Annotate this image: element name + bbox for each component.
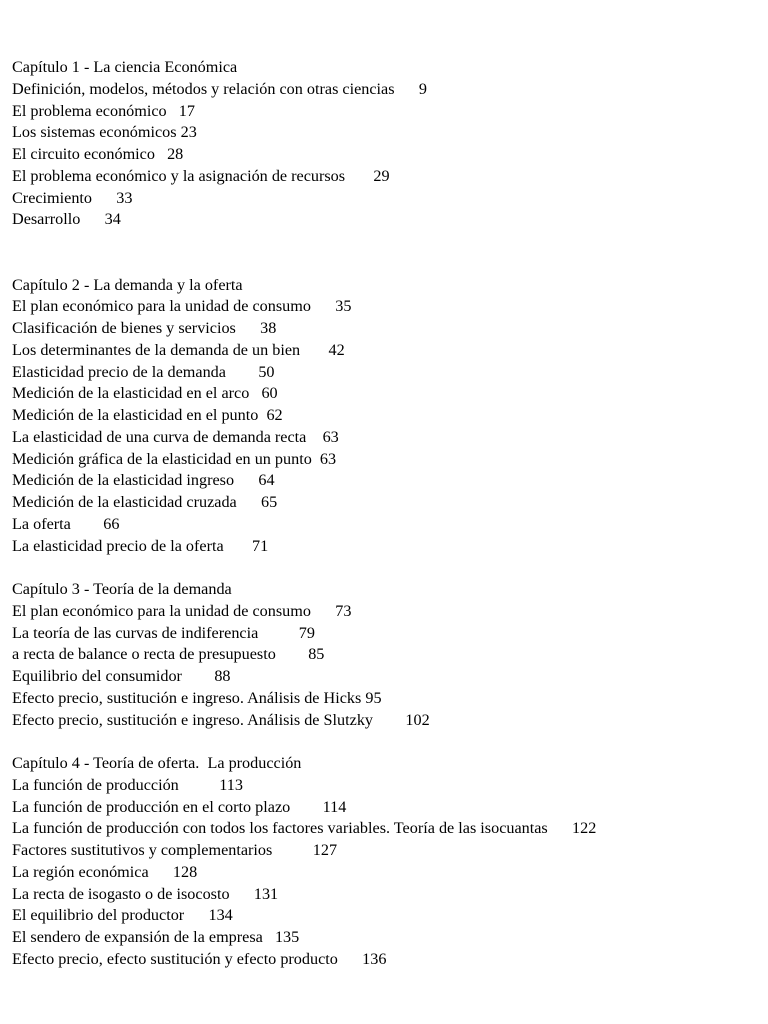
entry-page-number: 64 (258, 471, 275, 490)
entry-page-number: 127 (312, 841, 338, 859)
toc-entry (12, 775, 752, 797)
entry-title: El circuito económico (12, 145, 155, 163)
toc-entry (12, 949, 752, 971)
chapter-heading: Capítulo 1 - La ciencia Económica (12, 58, 238, 76)
entry-title: Desarrollo (12, 210, 81, 229)
toc-entry (12, 905, 752, 927)
entry-page-number: 63 (322, 427, 339, 446)
toc-entry (12, 188, 752, 210)
entry-page-number: 66 (103, 514, 120, 533)
chapter-2-section (12, 275, 752, 558)
chapter-heading: Capítulo 4 - Teoría de oferta. La producción (12, 754, 302, 772)
entry-title: El sendero de expansión de la empresa (12, 928, 263, 946)
toc-entry (12, 840, 752, 862)
toc-entry (12, 209, 752, 231)
toc-entry (12, 710, 752, 732)
toc-entry (12, 296, 752, 318)
entry-page-number: 128 (172, 862, 198, 881)
chapter-1-section (12, 57, 752, 231)
section-spacer (12, 231, 752, 275)
entry-page-number: 136 (362, 949, 387, 968)
entry-page-number: 73 (335, 601, 352, 620)
toc-entry (12, 318, 752, 340)
entry-page-number: 28 (167, 145, 184, 163)
toc-entry (12, 666, 752, 688)
entry-page-number: 62 (266, 406, 283, 424)
toc-entry (12, 405, 752, 427)
entry-title: El plan económico para la unidad de consumo (12, 601, 311, 620)
entry-title: Clasificación de bienes y servicios (12, 319, 236, 337)
entry-page-number: 134 (208, 906, 233, 925)
entry-title: La función de producción (12, 775, 179, 794)
entry-page-number: 65 (261, 493, 278, 511)
entry-title: Medición de la elasticidad cruzada (12, 493, 237, 511)
toc-entry (12, 362, 752, 384)
entry-title: Medición de la elasticidad en el punto (12, 406, 259, 424)
toc-entry (12, 144, 752, 166)
entry-page-number: 71 (252, 536, 269, 555)
entry-page-number: 17 (178, 101, 195, 120)
entry-title: El plan económico para la unidad de consumo (12, 297, 311, 316)
entry-page-number: 113 (219, 775, 243, 794)
entry-page-number: 88 (214, 667, 231, 685)
entry-title: Los determinantes de la demanda de un bien (12, 340, 301, 359)
entry-title: La elasticidad precio de la oferta (12, 536, 224, 555)
entry-page-number: 23 (180, 123, 197, 142)
toc-entry (12, 623, 752, 645)
toc-entry (12, 514, 752, 536)
entry-title: La elasticidad de una curva de demanda recta (12, 427, 307, 446)
entry-title: La región económica (12, 862, 149, 881)
entry-page-number: 29 (373, 166, 390, 185)
toc-entry (12, 862, 752, 884)
entry-title: Equilibrio del consumidor (12, 667, 182, 685)
entry-title: El equilibrio del productor (12, 906, 185, 925)
toc-entry (12, 492, 752, 514)
chapter-heading: Capítulo 3 - Teoría de la demanda (12, 580, 232, 598)
toc-entry (12, 427, 752, 449)
chapter-heading: Capítulo 2 - La demanda y la oferta (12, 275, 243, 294)
entry-page-number: 35 (335, 297, 352, 316)
entry-page-number: 38 (260, 319, 277, 337)
chapter-4-section (12, 753, 752, 971)
entry-title: El problema económico (12, 101, 167, 120)
entry-title: Efecto precio, efecto sustitución y efecto producto (12, 949, 338, 968)
section-spacer (12, 731, 752, 753)
entry-page-number: 79 (298, 623, 315, 642)
entry-title: Medición de la elasticidad ingreso (12, 471, 235, 490)
entry-page-number: 33 (116, 188, 133, 207)
entry-title: Medición gráfica de la elasticidad en un punto (12, 449, 312, 468)
table-of-contents (12, 57, 752, 971)
entry-title: Factores sustitutivos y complementarios (12, 841, 273, 859)
entry-page-number: 95 (365, 688, 382, 707)
entry-title: Efecto precio, sustitución e ingreso. Análisis de Hicks (12, 688, 362, 707)
toc-entry (12, 101, 752, 123)
toc-entry (12, 644, 752, 666)
toc-entry (12, 470, 752, 492)
entry-title: Medición de la elasticidad en el arco (12, 384, 250, 403)
entry-title: La función de producción en el corto plazo (12, 797, 291, 816)
entry-title: El problema económico y la asignación de recursos (12, 166, 346, 185)
entry-page-number: 122 (572, 819, 597, 838)
section-spacer (12, 557, 752, 579)
entry-page-number: 60 (261, 384, 278, 403)
toc-entry (12, 79, 752, 101)
toc-entry (12, 797, 752, 819)
entry-page-number: 102 (405, 710, 430, 729)
toc-entry (12, 166, 752, 188)
toc-entry (12, 122, 752, 144)
toc-entry (12, 340, 752, 362)
entry-title: a recta de balance o recta de presupuesto (12, 645, 276, 664)
toc-entry (12, 601, 752, 623)
entry-title: Elasticidad precio de la demanda (12, 362, 226, 381)
toc-entry (12, 536, 752, 558)
toc-entry (12, 927, 752, 949)
entry-title: Los sistemas económicos (12, 123, 177, 142)
entry-title: La teoría de las curvas de indiferencia (12, 623, 259, 642)
entry-page-number: 42 (328, 340, 345, 359)
entry-title: Efecto precio, sustitución e ingreso. Análisis de Slutzky (12, 710, 374, 729)
toc-entry (12, 449, 752, 471)
entry-title: La recta de isogasto o de isocosto (12, 884, 230, 903)
toc-entry (12, 818, 752, 840)
toc-entry (12, 884, 752, 906)
entry-page-number: 131 (253, 884, 279, 903)
entry-page-number: 50 (258, 362, 275, 381)
entry-title: Crecimiento (12, 188, 93, 207)
entry-title: La oferta (12, 514, 71, 533)
entry-page-number: 85 (308, 645, 325, 664)
chapter-3-section (12, 579, 752, 731)
entry-page-number: 9 (418, 79, 427, 98)
toc-entry (12, 688, 752, 710)
entry-page-number: 34 (104, 210, 121, 229)
entry-page-number: 114 (322, 797, 347, 816)
toc-entry (12, 383, 752, 405)
entry-page-number: 135 (274, 928, 300, 946)
entry-page-number: 63 (319, 449, 337, 468)
entry-title: La función de producción con todos los factores variables. Teoría de las isocuantas (12, 819, 548, 838)
entry-title: Definición, modelos, métodos y relación con otras ciencias (12, 79, 395, 98)
